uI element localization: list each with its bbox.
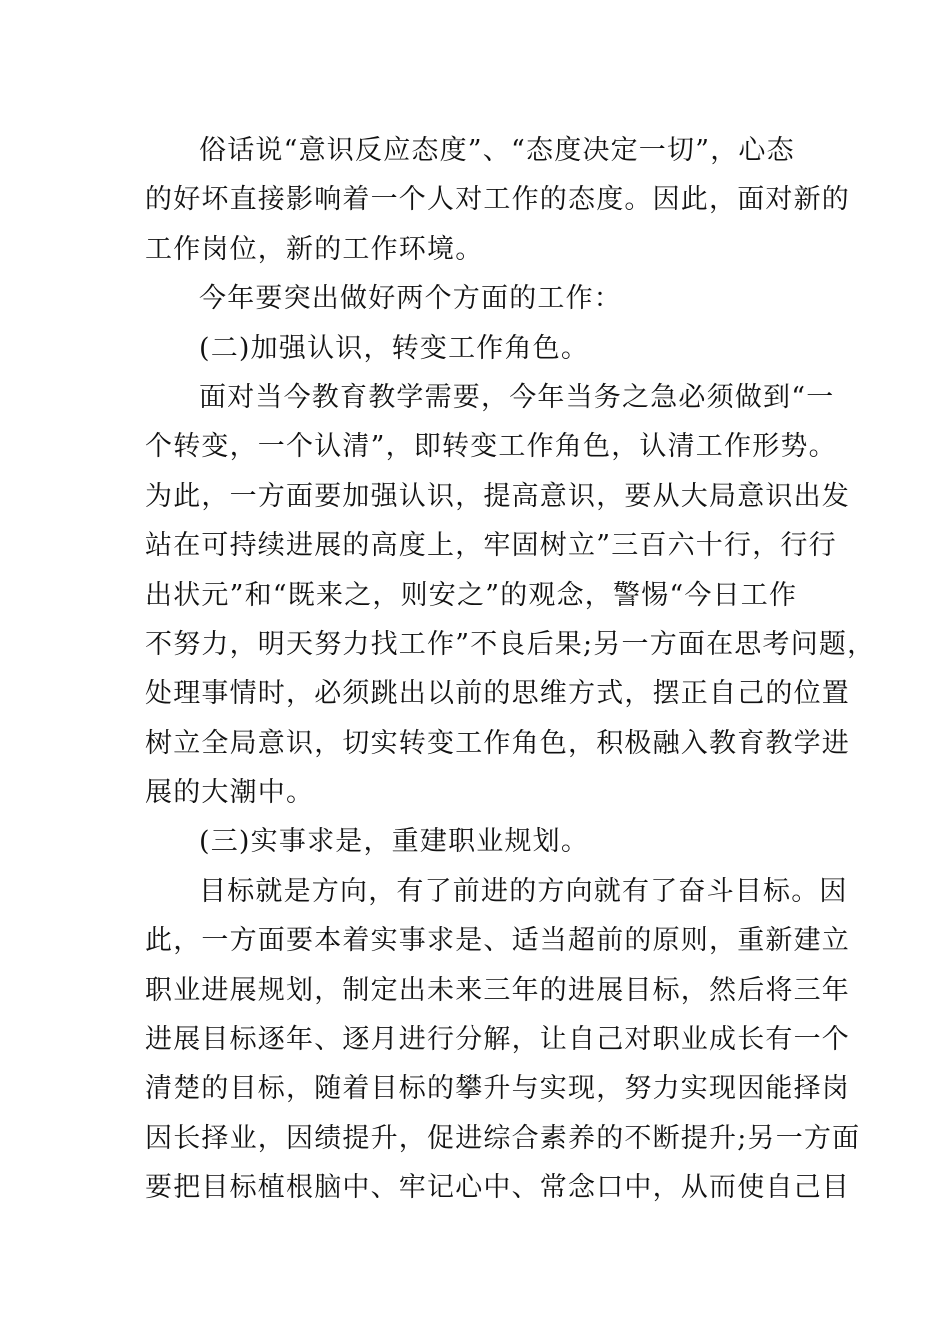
text-line: 面对当今教育教学需要，今年当务之急必须做到“一: [199, 381, 835, 413]
text-line: 个转变，一个认清”，即转变工作角色，认清工作形势。: [145, 431, 837, 463]
text-line: 出状元”和“既来之，则安之”的观念，警惕“今日工作: [145, 579, 798, 611]
text-line: 展的大潮中。: [145, 777, 315, 809]
text-line: 站在可持续进展的高度上，牢固树立”三百六十行，行行: [145, 530, 837, 562]
document-page: [145, 126, 876, 1213]
text-line: 不努力，明天努力找工作”不良后果;另一方面在思考问题，: [145, 628, 876, 660]
text-line: 此，一方面要本着实事求是、适当超前的原则，重新建立: [145, 925, 850, 957]
text-line: 目标就是方向，有了前进的方向就有了奋斗目标。因: [199, 875, 848, 907]
text-line: 工作岗位，新的工作环境。: [145, 233, 484, 265]
section-heading: (三)实事求是，重建职业规划。: [199, 826, 590, 858]
text-line: 为此，一方面要加强认识，提高意识，要从大局意识出发: [145, 480, 850, 512]
text-line: 树立全局意识，切实转变工作角色，积极融入教育教学进: [145, 727, 850, 759]
text-line: 处理事情时，必须跳出以前的思维方式，摆正自己的位置: [145, 678, 850, 710]
text-line: 清楚的目标，随着目标的攀升与实现，努力实现因能择岗: [145, 1073, 850, 1105]
text-line: 进展目标逐年、逐月进行分解，让自己对职业成长有一个: [145, 1024, 850, 1056]
text-line: 俗话说“意识反应态度”、“态度决定一切”，心态: [199, 135, 795, 166]
text-line: 职业进展规划，制定出未来三年的进展目标，然后将三年: [145, 974, 850, 1006]
section-heading: (二)加强认识，转变工作角色。: [199, 332, 590, 364]
text-line: 要把目标植根脑中、牢记心中、常念口中，从而使自己目: [145, 1172, 850, 1204]
text-line: 因长择业，因绩提升，促进综合素养的不断提升;另一方面: [145, 1122, 861, 1154]
text-line: 的好坏直接影响着一个人对工作的态度。因此，面对新的: [145, 184, 850, 216]
text-line: 今年要突出做好两个方面的工作：: [199, 283, 622, 315]
